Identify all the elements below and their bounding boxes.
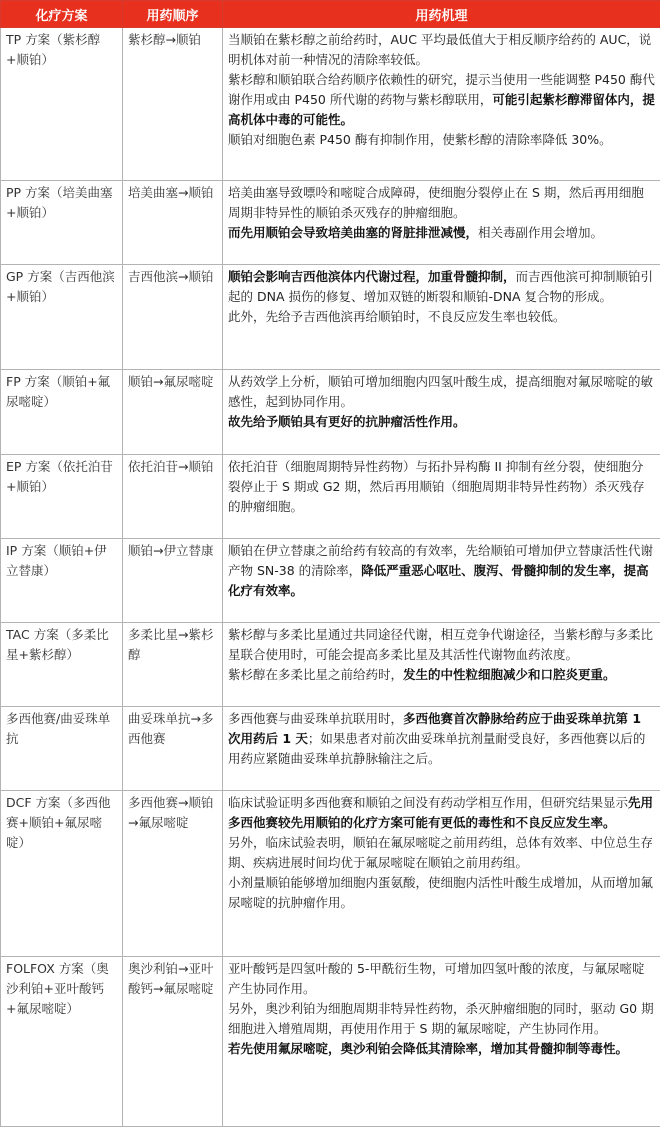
emphasis-text: 可能引起紫杉醇滞留体内，提高机体中毒的可能性。 [228,92,655,127]
order-cell: 依托泊苷→顺铂 [123,455,223,539]
table-row [1,455,660,539]
table-row [1,707,660,791]
mechanism-paragraph [228,1039,655,1059]
regimen-cell: EP 方案（依托泊苷+顺铂） [1,455,123,539]
mechanism-paragraph [228,665,655,685]
mechanism-paragraph [228,130,655,150]
regimen-cell: GP 方案（吉西他滨+顺铂） [1,265,123,370]
table-row [1,28,660,181]
mechanism-paragraph [228,70,655,130]
header-mechanism: 用药机理 [223,1,660,28]
mechanism-paragraph [228,307,655,327]
regimen-cell: TAC 方案（多柔比星+紫杉醇） [1,623,123,707]
order-cell: 曲妥珠单抗→多西他赛 [123,707,223,791]
regimen-cell: FOLFOX 方案（奥沙利铂+亚叶酸钙+氟尿嘧啶） [1,957,123,1127]
mechanism-cell [223,623,660,707]
mechanism-cell [223,707,660,791]
regimen-cell: FP 方案（顺铂+氟尿嘧啶） [1,370,123,455]
body-text: 另外，奥沙利铂为细胞周期非特异性药物，杀灭肿瘤细胞的同时，驱动 G0 期细胞进入增殖周期，再使用作用于 S 期的氟尿嘧啶，产生协同作用。 [228,1001,654,1036]
body-text: 从药效学上分析，顺铂可增加细胞内四氢叶酸生成，提高细胞对氟尿嘧啶的敏感性，起到协同作用。 [228,374,653,409]
header-regimen: 化疗方案 [1,1,123,28]
mechanism-paragraph [228,999,655,1039]
body-text: 紫杉醇在多柔比星之前给药时， [228,667,403,682]
mechanism-cell [223,539,660,623]
emphasis-text: 顺铂会影响吉西他滨体内代谢过程，加重骨髓抑制， [228,269,516,284]
mechanism-paragraph [228,183,655,223]
order-cell: 多西他赛→顺铂→氟尿嘧啶 [123,791,223,957]
mechanism-paragraph [228,793,655,833]
emphasis-text: 若先使用氟尿嘧啶，奥沙利铂会降低其清除率，增加其骨髓抑制等毒性。 [228,1041,628,1056]
body-text: 依托泊苷（细胞周期特异性药物）与拓扑异构酶 II 抑制有丝分裂，使细胞分裂停止于 S 期或 G2 期，然后再用顺铂（细胞周期非特异性药物）杀灭残存的肿瘤细胞。 [228,459,644,514]
regimen-cell: TP 方案（紫杉醇+顺铂） [1,28,123,181]
emphasis-text: 而先用顺铂会导致培美曲塞的肾脏排泄减慢， [228,225,478,240]
regimen-cell: IP 方案（顺铂+伊立替康） [1,539,123,623]
header-order: 用药顺序 [123,1,223,28]
body-text: 另外，临床试验表明，顺铂在氟尿嘧啶之前用药组，总体有效率、中位总生存期、疾病进展时间均优于氟尿嘧啶在顺铂之前用药组。 [228,835,653,870]
emphasis-text: 多西他赛首次静脉给药应于曲妥珠单抗第 1 次用药后 1 天 [228,711,641,746]
mechanism-paragraph [228,30,655,70]
body-text: 小剂量顺铂能够增加细胞内蛋氨酸，使细胞内活性叶酸生成增加，从而增加氟尿嘧啶的抗肿瘤作用。 [228,875,653,910]
mechanism-paragraph [228,267,655,307]
body-text: 亚叶酸钙是四氢叶酸的 5-甲酰衍生物，可增加四氢叶酸的浓度，与氟尿嘧啶产生协同作用。 [228,961,644,996]
table-header-row [1,1,660,28]
mechanism-cell [223,791,660,957]
table-row [1,623,660,707]
body-text: 顺铂在伊立替康之前给药有较高的有效率，先给顺铂可增加伊立替康活性代谢产物 SN-38 的清除率， [228,543,653,578]
mechanism-cell [223,370,660,455]
body-text: 紫杉醇和顺铂联合给药顺序依赖性的研究，提示当使用一些能调整 P450 酶代谢作用或由 P450 所代谢的药物与紫杉醇联用， [228,72,655,107]
mechanism-paragraph [228,959,655,999]
body-text: 顺铂对细胞色素 P450 酶有抑制作用，使紫杉醇的清除率降低 30%。 [228,132,612,147]
order-cell: 多柔比星→紫杉醇 [123,623,223,707]
body-text: ；如果患者对前次曲妥珠单抗剂量耐受良好，多西他赛以后的用药应紧随曲妥珠单抗静脉输注之后。 [228,731,645,766]
mechanism-cell [223,28,660,181]
mechanism-paragraph [228,457,655,517]
regimen-cell: PP 方案（培美曲塞+顺铂） [1,181,123,265]
body-text: 临床试验证明多西他赛和顺铂之间没有药动学相互作用，但研究结果显示 [228,795,628,810]
body-text: 紫杉醇与多柔比星通过共同途径代谢，相互竞争代谢途径，当紫杉醇与多柔比星联合使用时，可能会提高多柔比星及其活性代谢物血药浓度。 [228,627,653,662]
order-cell: 吉西他滨→顺铂 [123,265,223,370]
mechanism-paragraph [228,709,655,769]
mechanism-paragraph [228,223,655,243]
table-row [1,791,660,957]
table-row [1,957,660,1127]
regimen-cell: DCF 方案（多西他赛+顺铂+氟尿嘧啶） [1,791,123,957]
emphasis-text: 发生的中性粒细胞减少和口腔炎更重。 [403,667,616,682]
table-row [1,181,660,265]
mechanism-paragraph [228,625,655,665]
mechanism-paragraph [228,541,655,601]
mechanism-paragraph [228,873,655,913]
body-text: 培美曲塞导致嘌呤和嘧啶合成障碍，使细胞分裂停止在 S 期，然后再用细胞周期非特异性的顺铂杀灭残存的肿瘤细胞。 [228,185,644,220]
regimen-cell: 多西他赛/曲妥珠单抗 [1,707,123,791]
order-cell: 紫杉醇→顺铂 [123,28,223,181]
order-cell: 奥沙利铂→亚叶酸钙→氟尿嘧啶 [123,957,223,1127]
body-text: 当顺铂在紫杉醇之前给药时，AUC 平均最低值大于相反顺序给药的 AUC，说明机体对前一种情况的清除率较低。 [228,32,651,67]
order-cell: 顺铂→氟尿嘧啶 [123,370,223,455]
body-text: 此外，先给予吉西他滨再给顺铂时，不良反应发生率也较低。 [228,309,566,324]
order-cell: 培美曲塞→顺铂 [123,181,223,265]
table-body [1,28,660,1127]
table-row [1,539,660,623]
mechanism-paragraph [228,412,655,432]
mechanism-cell [223,265,660,370]
mechanism-paragraph [228,833,655,873]
body-text: 多西他赛与曲妥珠单抗联用时， [228,711,403,726]
emphasis-text: 降低严重恶心呕吐、腹泻、骨髓抑制的发生率，提高化疗有效率。 [228,563,649,598]
emphasis-text: 故先给予顺铂具有更好的抗肿瘤活性作用。 [228,414,466,429]
mechanism-paragraph [228,372,655,412]
table-row [1,370,660,455]
body-text: 相关毒副作用会增加。 [478,225,603,240]
table-row [1,265,660,370]
mechanism-cell [223,957,660,1127]
order-cell: 顺铂→伊立替康 [123,539,223,623]
mechanism-cell [223,181,660,265]
mechanism-cell [223,455,660,539]
emphasis-text: 先用多西他赛较先用顺铂的化疗方案可能有更低的毒性和不良反应发生率。 [228,795,653,830]
body-text: 而吉西他滨可抑制顺铂引起的 DNA 损伤的修复、增加双链的断裂和顺铂-DNA 复合物的形成。 [228,269,653,304]
